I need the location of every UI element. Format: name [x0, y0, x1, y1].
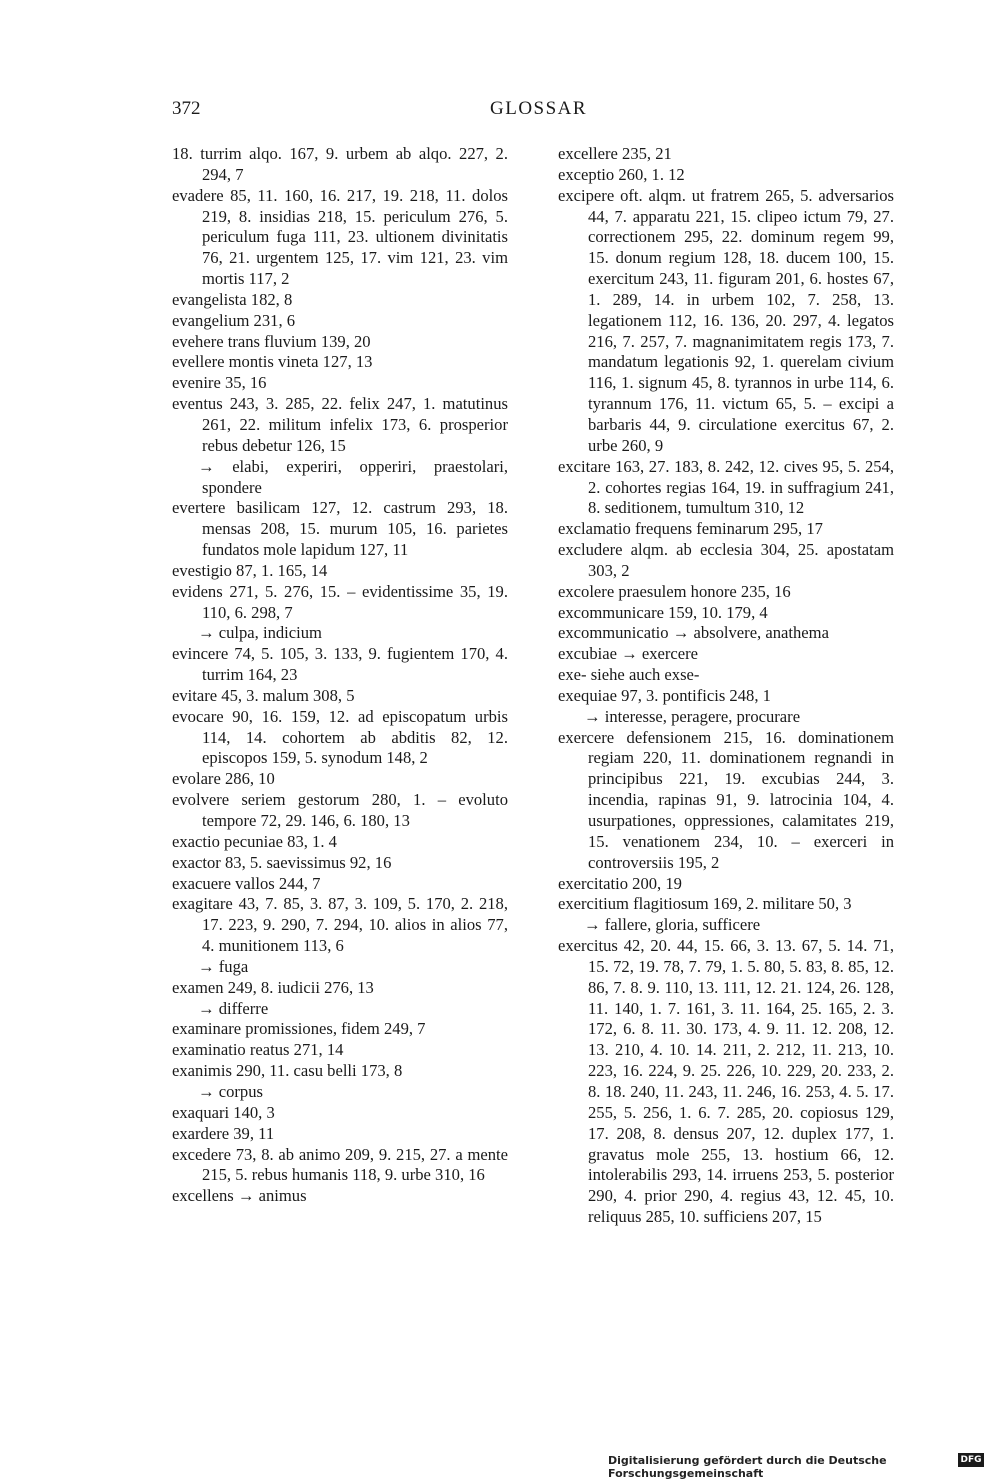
glossary-entry: evadere 85, 11. 160, 16. 217, 19. 218, 11. dolos 219, 8. insidias 218, 15. periculum 276, 5. periculum fuga 111, 23. ultionem divinitatis 76, 21. urgentem 125, 17. vim 121, 23. vim mortis 117, 2	[172, 185, 508, 289]
glossary-entry: evangelium 231, 6	[172, 310, 296, 330]
left-column	[172, 144, 508, 1207]
glossary-entry: excludere alqm. ab ecclesia 304, 25. apostatam 303, 2	[558, 540, 894, 580]
glossary-entry: → fuga	[198, 956, 249, 976]
glossary-entry: evellere montis vineta 127, 13	[172, 352, 373, 372]
glossary-entry: exercitium flagitiosum 169, 2. militare 50, 3	[558, 894, 852, 914]
glossary-entry: evestigio 87, 1. 165, 14	[172, 560, 328, 580]
glossary-entry: evangelista 182, 8	[172, 289, 293, 309]
glossary-entry: evidens 271, 5. 276, 15. – evidentissime 35, 19. 110, 6. 298, 7	[172, 581, 508, 622]
glossary-entry: exanimis 290, 11. casu belli 173, 8	[172, 1061, 403, 1081]
footer-credit: Digitalisierung gefördert durch die Deutsche Forschungsgemeinschaft	[608, 1454, 887, 1480]
glossary-entry: → differre	[198, 998, 269, 1018]
glossary-entry: → interesse, peragere, procurare	[584, 706, 801, 726]
glossary-entry: evolare 286, 10	[172, 769, 275, 789]
glossary-entry: evertere basilicam 127, 12. castrum 293, 18. mensas 208, 15. murum 105, 16. parietes fundatos mole lapidum 127, 11	[172, 498, 508, 560]
glossary-entry: excellens → animus	[172, 1186, 307, 1206]
glossary-entry: exercitatio 200, 19	[558, 873, 682, 893]
glossary-entry: examinare promissiones, fidem 249, 7	[172, 1019, 426, 1039]
glossary-entry: exclamatio frequens feminarum 295, 17	[558, 519, 823, 539]
glossary-entry: exactor 83, 5. saevissimus 92, 16	[172, 852, 392, 872]
glossary-entry: eventus 243, 3. 285, 22. felix 247, 1. matutinus 261, 22. militum infelix 173, 6. prosperior rebus debetur 126, 15	[172, 394, 508, 455]
glossary-entry: excommunicare 159, 10. 179, 4	[558, 602, 768, 622]
glossary-entry: examen 249, 8. iudicii 276, 13	[172, 977, 374, 997]
glossary-entry: exardere 39, 11	[172, 1123, 275, 1143]
page-number: 372	[172, 98, 201, 119]
glossary-entry: exactio pecuniae 83, 1. 4	[172, 831, 337, 851]
glossary-entry: exercitus 42, 20. 44, 15. 66, 3. 13. 67, 5. 14. 71, 15. 72, 19. 78, 7. 79, 1. 5. 80, 5. 83, 8. 85, 12. 86, 7. 8. 9. 110, 13. 111, 12. 21. 124, 26. 128, 11. 140, 1. 7. 161, 3. 11. 164, 25. 165, 2. 3. 172, 6. 8. 11. 30. 173, 4. 9. 11. 12. 208, 12. 13. 210, 4. 10. 14. 211, 2. 212, 11. 213, 10. 223, 16. 224, 9. 25. 226, 10. 229, 20. 233, 2. 8. 18. 240, 11. 243, 11. 246, 16. 253, 4. 5. 17. 255, 5. 256, 1. 6. 7. 285, 20. copiosus 129, 17. 208, 8. densus 207, 12. duplex 177, 1. gravatus mole 255, 13. hostium 66, 12. intolerabilis 293, 14. irruens 253, 5. posterior 290, 4. prior 290, 4. regius 43, 12. 45, 10. reliquus 285, 10. sufficiens 207, 15	[558, 936, 894, 1227]
running-title: GLOSSAR	[490, 98, 588, 119]
glossary-entry: exe- siehe auch exse-	[558, 665, 700, 685]
glossary-entry: exceptio 260, 1. 12	[558, 164, 685, 184]
glossary-entry: → culpa, indicium	[198, 623, 322, 643]
glossary-entry: excommunicatio → absolvere, anathema	[558, 623, 829, 643]
glossary-entry: exercere defensionem 215, 16. dominationem regiam 220, 11. dominationem regnandi in principibus 221, 19. excubias 244, 3. incendia, rapinas 91, 9. latrocinia 104, 4. usurpationes, oppressiones, calamitates 219, 15. venationem 234, 10. – exerceri in controversiis 195, 2	[558, 727, 894, 872]
glossary-entry: exagitare 43, 7. 85, 3. 87, 3. 109, 5. 170, 2. 218, 17. 223, 9. 290, 7. 294, 10. alios in alios 77, 4. munitionem 113, 6	[172, 894, 508, 956]
glossary-entry: excolere praesulem honore 235, 16	[558, 581, 791, 601]
glossary-entry: exaquari 140, 3	[172, 1102, 275, 1122]
glossary-entry: excubiae → exercere	[558, 644, 699, 664]
glossary-entry: examinatio reatus 271, 14	[172, 1040, 344, 1060]
glossary-entry: exacuere vallos 244, 7	[172, 873, 321, 893]
dfg-logo: DFG	[958, 1453, 984, 1467]
glossary-entry: exequiae 97, 3. pontificis 248, 1	[558, 685, 771, 705]
glossary-entry: → elabi, experiri, opperiri, praestolari, spondere	[198, 456, 508, 497]
glossary-entry: → fallere, gloria, sufficere	[584, 915, 761, 935]
glossary-entry: evitare 45, 3. malum 308, 5	[172, 685, 355, 705]
glossary-entry: evocare 90, 16. 159, 12. ad episcopatum urbis 114, 14. cohortem ab abditis 82, 12. episcopos 159, 5. synodum 148, 2	[172, 706, 508, 768]
right-column	[558, 144, 894, 1228]
glossary-entry: evenire 35, 16	[172, 373, 267, 393]
glossary-entry: excedere 73, 8. ab animo 209, 9. 215, 27. a mente 215, 5. rebus humanis 118, 9. urbe 310, 16	[172, 1144, 508, 1185]
glossary-entry: excitare 163, 27. 183, 8. 242, 12. cives 95, 5. 254, 2. cohortes regias 164, 19. in suffragium 241, 8. seditionem, tumultum 310, 12	[558, 456, 894, 518]
glossary-entry: evehere trans fluvium 139, 20	[172, 331, 371, 351]
glossary-entry: excellere 235, 21	[558, 144, 672, 163]
glossary-entry: excipere oft. alqm. ut fratrem 265, 5. adversarios 44, 7. apparatu 221, 15. clipeo ictum 79, 27. correctionem 295, 22. dominum regem 99, 15. donum regium 128, 18. ducem 100, 15. exercitum 243, 11. figuram 201, 6. hostes 67, 1. 289, 14. in urbem 102, 7. 258, 13. legationem 112, 16. 136, 20. 297, 4. legatos 216, 7. 257, 7. magnanimitatem regis 173, 7. mandatum legationis 92, 1. querelam civium 116, 1. signum 45, 8. tyrannos in urbe 114, 6. tyrannum 176, 11. victum 65, 5. – excipi a barbaris 44, 9. circulatione exercitus 67, 2. urbe 260, 9	[558, 185, 894, 455]
glossary-entry: → corpus	[198, 1081, 263, 1101]
glossary-entry: evolvere seriem gestorum 280, 1. – evoluto tempore 72, 29. 146, 6. 180, 13	[172, 790, 508, 830]
glossary-entry: 18. turrim alqo. 167, 9. urbem ab alqo. 227, 2. 294, 7	[172, 144, 508, 184]
glossary-entry: evincere 74, 5. 105, 3. 133, 9. fugientem 170, 4. turrim 164, 23	[172, 644, 508, 685]
